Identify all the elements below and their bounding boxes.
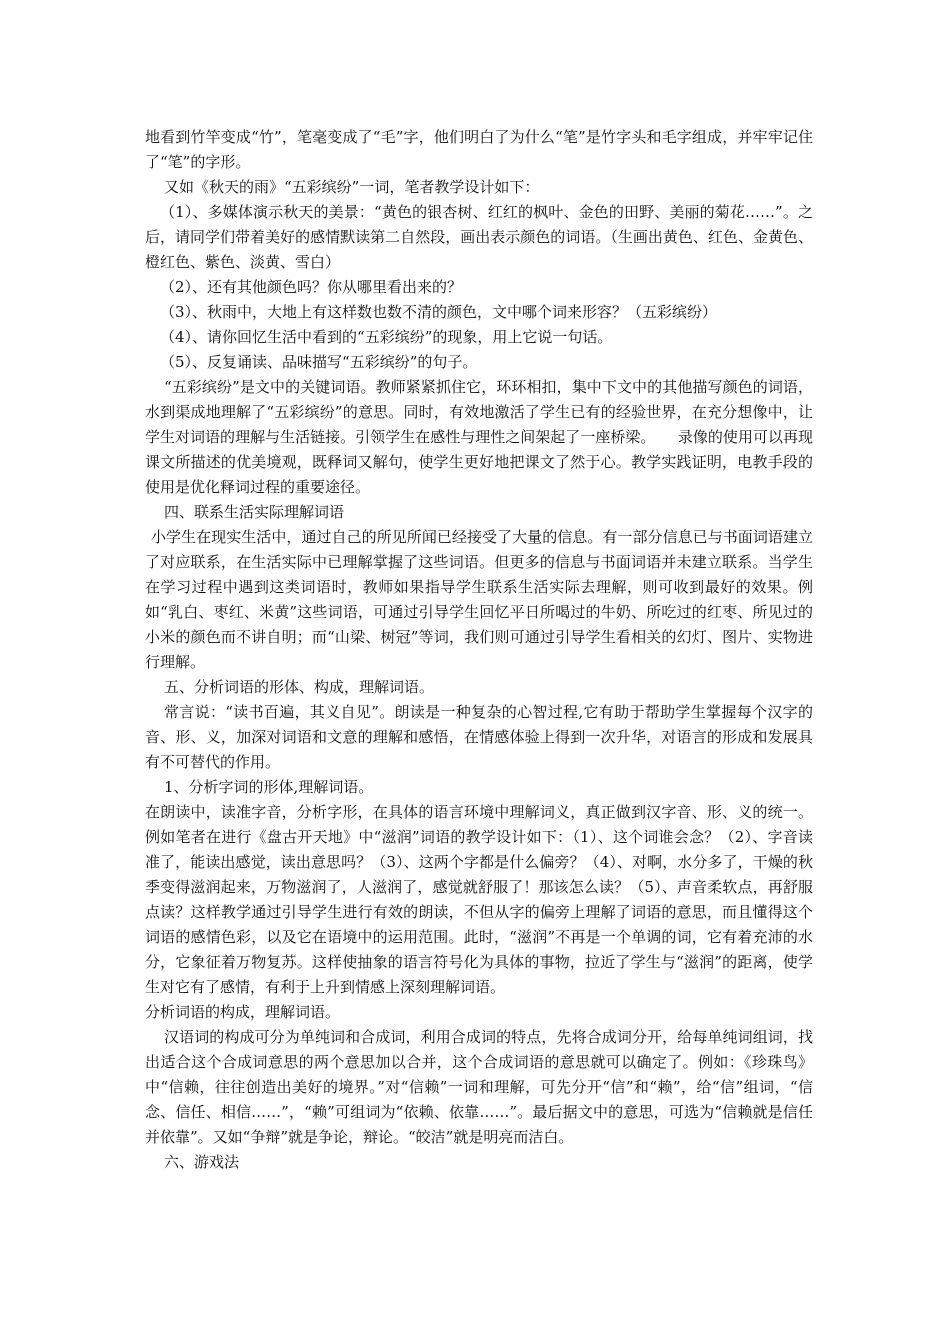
subheading-1: 1、分析字词的形体,理解词语。: [164, 778, 374, 796]
document-body: [145, 125, 813, 1175]
section-heading-4: 四、联系生活实际理解词语: [164, 503, 345, 521]
paragraph-reading-quote: 常言说：“读书百遍，其义自见”。朗读是一种复杂的心智过程,它有助于帮助学生掌握每个汉字的音、形、义，加深对词语和文意的理解和感悟，在情感体验上得到一次升华，对语言的形成和发展具有不可替代的作用。: [145, 703, 813, 771]
paragraph-step-4: （4）、请你回忆生活中看到的“五彩缤纷”的现象，用上它说一句话。: [160, 328, 613, 346]
paragraph-compound-words: 汉语词的构成可分为单纯词和合成词，利用合成词的特点，先将合成词分开，给每单纯词组词，找出适合这个合成词意思的两个意思加以合并，这个合成词语的意思就可以确定了。例如：《珍珠鸟》中“信赖，往往创造出美好的境界。”对“信赖”一词和理解，可先分开“信”和“赖”，给“信”组词，“信念、信任、相信……”，“赖”可组词为“依赖、依靠……”。最后据文中的意思，可选为“信赖就是信任并依靠”。又如“争辩”就是争论，辩论。“皎洁”就是明亮而洁白。: [145, 1028, 813, 1146]
paragraph-step-1: （1）、多媒体演示秋天的美景：“黄色的银杏树、红红的枫叶、金色的田野、美丽的菊花……”。之后，请同学们带着美好的感情默读第二自然段，画出表示颜色的词语。（生画出黄色、红色、金黄色、橙红色、紫色、淡黄、雪白）: [145, 203, 813, 271]
subheading-word-structure: 分析词语的构成，理解词语。: [145, 1003, 341, 1021]
section-heading-6: 六、游戏法: [164, 1153, 240, 1171]
paragraph-intro-continued: 地看到竹竿变成“竹”，笔毫变成了“毛”字，他们明白了为什么“笔”是竹字头和毛字组成，并牢牢记住了“笔”的字形。: [145, 128, 813, 171]
paragraph-step-2: （2）、还有其他颜色吗？你从哪里看出来的？: [160, 278, 463, 296]
paragraph-key-word-analysis: “五彩缤纷”是文中的关键词语。教师紧紧抓住它，环环相扣，集中下文中的其他描写颜色的词语，水到渠成地理解了“五彩缤纷”的意思。同时，有效地激活了学生已有的经验世界，在充分想像中，让学生对词语的理解与生活链接。引领学生在感性与理性之间架起了一座桥梁。 录像的使用可以再现课文所描述的优美境观，既释词又解句，使学生更好地把课文了然于心。教学实践证明，电教手段的使用是优化释词过程的重要途径。: [145, 378, 813, 496]
section-heading-5: 五、分析词语的形体、构成，理解词语。: [164, 678, 435, 696]
paragraph-step-5: （5）、反复诵读、品味描写“五彩缤纷”的句子。: [160, 353, 478, 371]
paragraph-example-intro: 又如《秋天的雨》“五彩缤纷”一词，笔者教学设计如下：: [164, 178, 540, 196]
paragraph-life-connection: 小学生在现实生活中，通过自己的所见所闻已经接受了大量的信息。有一部分信息已与书面词语建立了对应联系，在生活实际中已理解掌握了这些词语。但更多的信息与书面词语并未建立联系。当学生在学习过程中遇到这类词语时，教师如果指导学生联系生活实际去理解，则可收到最好的效果。例如“乳白、枣红、米黄”这些词语，可通过引导学生回忆平日所喝过的牛奶、所吃过的红枣、所见过的小米的颜色而不讲自明；而“山梁、树冠”等词，我们则可通过引导学生看相关的幻灯、图片、实物进行理解。: [145, 528, 813, 671]
paragraph-step-3: （3）、秋雨中，大地上有这样数也数不清的颜色，文中哪个词来形容？（五彩缤纷）: [160, 303, 718, 321]
paragraph-reading-example: 在朗读中，读准字音，分析字形，在具体的语言环境中理解词义，真正做到汉字音、形、义的统一。例如笔者在进行《盘古开天地》中“滋润”词语的教学设计如下：（1）、这个词谁会念？（2）、字音读准了，能读出感觉，读出意思吗？（3）、这两个字都是什么偏旁？（4）、对啊，水分多了，干燥的秋季变得滋润起来，万物滋润了，人滋润了，感觉就舒服了！那该怎么读？（5）、声音柔软点，再舒服点读？这样教学通过引导学生进行有效的朗读，不但从字的偏旁上理解了词语的意思，而且懂得这个词语的感情色彩，以及它在语境中的运用范围。此时，“滋润”不再是一个单调的词，它有着充沛的水分，它象征着万物复苏。这样使抽象的语言符号化为具体的事物，拉近了学生与“滋润”的距离，使学生对它有了感情，有利于上升到情感上深刻理解词语。: [145, 803, 813, 996]
